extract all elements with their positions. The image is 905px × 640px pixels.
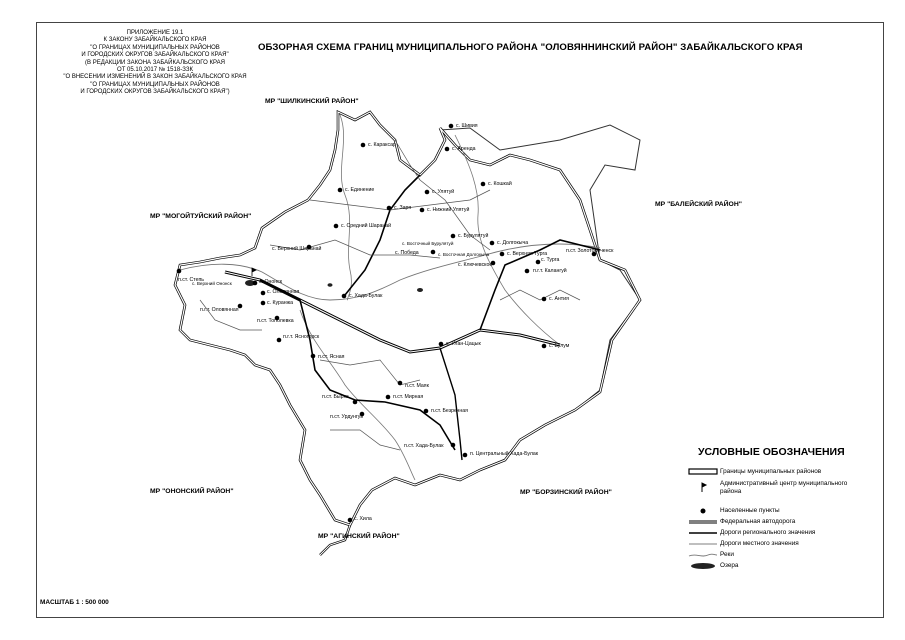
settlement-dot [439, 342, 444, 347]
settlement-label: с. Хада-Булак [349, 293, 383, 299]
settlement-label: с. Кошкай [488, 181, 512, 187]
appendix-line: И ГОРОДСКИХ ОКРУГОВ ЗАБАЙКАЛЬСКОГО КРАЯ") [80, 89, 230, 96]
appendix-line: К ЗАКОНУ ЗАБАЙКАЛЬСКОГО КРАЯ [103, 37, 207, 44]
lake [417, 288, 423, 292]
local-road-symbol-icon [688, 540, 718, 548]
settlement-dot [500, 252, 505, 257]
settlement-label: с. Заря [394, 205, 412, 211]
settlement-label: п.г.т. Калангуй [533, 268, 567, 274]
boundary-symbol-icon [688, 468, 718, 476]
neighbor-label: МР "МОГОЙТУЙСКИЙ РАЙОН" [150, 213, 252, 220]
settlement-label: с. Шивия [456, 123, 478, 129]
settlement-dot [424, 409, 429, 414]
settlement-label: п.г.т. Оловянная [200, 307, 239, 313]
settlement-label: с. Караксар [368, 142, 396, 148]
appendix-line: (В РЕДАКЦИИ ЗАКОНА ЗАБАЙКАЛЬСКОГО КРАЯ [85, 59, 225, 66]
settlement-label: п.ст. Золотореченск [566, 248, 614, 254]
settlement-dot [334, 224, 339, 229]
settlement-dot [445, 147, 450, 152]
settlement-dot [353, 400, 358, 405]
settlement-dot [342, 294, 347, 299]
settlement-dot [536, 260, 541, 265]
settlement-dot [451, 234, 456, 239]
settlement-label: с. Верхний Шаранай [272, 246, 322, 252]
settlement-label: с. Улан-Цацык [446, 341, 481, 347]
settlement-dot [542, 344, 547, 349]
settlement-label: с. Булум [549, 343, 570, 349]
settlement-dot [311, 354, 316, 359]
admin-center-symbol-icon [688, 480, 718, 494]
settlement-label: п.ст. Тополевка [257, 318, 294, 324]
settlement-label: с. Восточная Долгокыча [438, 252, 490, 257]
river-north [340, 115, 351, 300]
settlement-label: п.ст. Маяк [405, 383, 429, 389]
settlement-label: п. Центральный Хада-Булак [470, 451, 539, 457]
settlement-dot [277, 338, 282, 343]
settlement-dot [420, 208, 425, 213]
settlement-dot [386, 395, 391, 400]
local-road [320, 360, 420, 385]
settlement-dot [481, 182, 486, 187]
federal-road-symbol-icon [688, 518, 718, 526]
lake-symbol-icon [688, 562, 718, 570]
settlement-dot [451, 443, 456, 448]
settlement-label: п.ст. Хада-Булак [404, 443, 444, 449]
settlement-label: с. Бурулятуй [458, 233, 489, 239]
map-title: ОБЗОРНАЯ СХЕМА ГРАНИЦ МУНИЦИПАЛЬНОГО РАЙОНА "ОЛОВЯННИНСКИЙ РАЙОН" ЗАБАЙКАЛЬСКОГО КРАЯ [258, 42, 803, 53]
settlement-symbol-icon [688, 507, 718, 515]
settlement-dot [348, 518, 353, 523]
settlement-label: с. Средний Шаранай [341, 223, 392, 229]
settlement-label: п.ст. Бырка [322, 394, 349, 400]
neighbor-label: МР "ОНОНСКИЙ РАЙОН" [150, 488, 234, 495]
settlement-label: с. Долгокыча [497, 240, 529, 246]
appendix-line: "О ВНЕСЕНИИ ИЗМЕНЕНИЙ В ЗАКОН ЗАБАЙКАЛЬСКОГО КРАЯ [63, 74, 247, 81]
settlement-label: с. Ононск [259, 279, 282, 285]
settlement-label: с. Единение [345, 187, 375, 193]
appendix-line: "О ГРАНИЦАХ МУНИЦИПАЛЬНЫХ РАЙОНОВ [90, 44, 220, 51]
settlement-dot [253, 281, 258, 286]
settlement-label: п.ст. Безречная [431, 408, 468, 414]
settlement-label: с. Победа [395, 250, 419, 256]
settlement-label: с. Улятуй [432, 189, 455, 195]
neighbor-label: МР "АГИНСКИЙ РАЙОН" [318, 533, 400, 540]
local-road [200, 300, 262, 330]
neighbor-label: МР "ШИЛКИНСКИЙ РАЙОН" [265, 98, 359, 105]
river-symbol-icon [688, 551, 718, 559]
settlement-label: п.ст. Мирная [393, 394, 424, 400]
appendix-line: И ГОРОДСКИХ ОКРУГОВ ЗАБАЙКАЛЬСКОГО КРАЯ" [81, 52, 229, 59]
settlement-dot [261, 301, 266, 306]
settlement-dot [338, 188, 343, 193]
settlement-label: с. Хила [354, 516, 372, 522]
settlement-dot [261, 291, 266, 296]
settlement-label: п.ст. Урдунгуй [330, 414, 364, 420]
settlement-dot [177, 269, 182, 274]
settlement-dot [431, 250, 436, 255]
appendix-line: ОТ 05.10.2017 № 1518-ЗЗК [117, 67, 193, 74]
appendix-line: "О ГРАНИЦАХ МУНИЦИПАЛЬНЫХ РАЙОНОВ [90, 81, 220, 88]
settlement-label: с. Турга [541, 257, 560, 263]
settlement-label: с. Куранжа [267, 300, 294, 306]
legend: УСЛОВНЫЕ ОБОЗНАЧЕНИЯ Границы муниципальных районов Административный центр муниципального района Населенные пункты Федеральная автодорога Дороги регионального значения Дороги местного значения Реки Озера [686, 446, 876, 458]
settlement-label: п.ст. Ясная [318, 354, 345, 360]
settlement-dot [463, 453, 468, 458]
settlement-label: с. Верхний Ононск [192, 281, 232, 286]
settlement-label: с. Восточный Бурулятуй [402, 241, 454, 246]
settlement-dot [490, 241, 495, 246]
settlement-dot [542, 297, 547, 302]
settlement-label: с. Аренда [452, 146, 476, 152]
regional-road-symbol-icon [688, 529, 718, 537]
lake [328, 283, 333, 287]
settlement-label: с. Ключевское [458, 262, 493, 268]
settlement-label: п.г.т. Ясногорск [283, 334, 320, 340]
settlement-label: с. Верхняя Турга [507, 251, 548, 257]
legend-title: УСЛОВНЫЕ ОБОЗНАЧЕНИЯ [698, 446, 845, 458]
appendix-line: ПРИЛОЖЕНИЕ 19.1 [126, 30, 184, 36]
settlement-label: п.ст. Степь [178, 277, 204, 283]
settlement-dot [398, 381, 403, 386]
neighbor-label: МР "БОРЗИНСКИЙ РАЙОН" [520, 489, 612, 496]
settlement-dot [387, 206, 392, 211]
settlement-dot [449, 124, 454, 129]
settlement-dot [361, 143, 366, 148]
settlement-label: с. Нижний Улятуй [427, 207, 470, 213]
settlement-label: с. Антия [549, 296, 569, 302]
scale-label: МАСШТАБ 1 : 500 000 [40, 599, 109, 606]
boundary-tail-inner [320, 525, 350, 555]
neighbor-label: МР "БАЛЕЙСКИЙ РАЙОН" [655, 201, 742, 208]
settlement-label: с. Оловянная [267, 289, 300, 295]
settlement-dot [525, 269, 530, 274]
settlement-dot [425, 190, 430, 195]
